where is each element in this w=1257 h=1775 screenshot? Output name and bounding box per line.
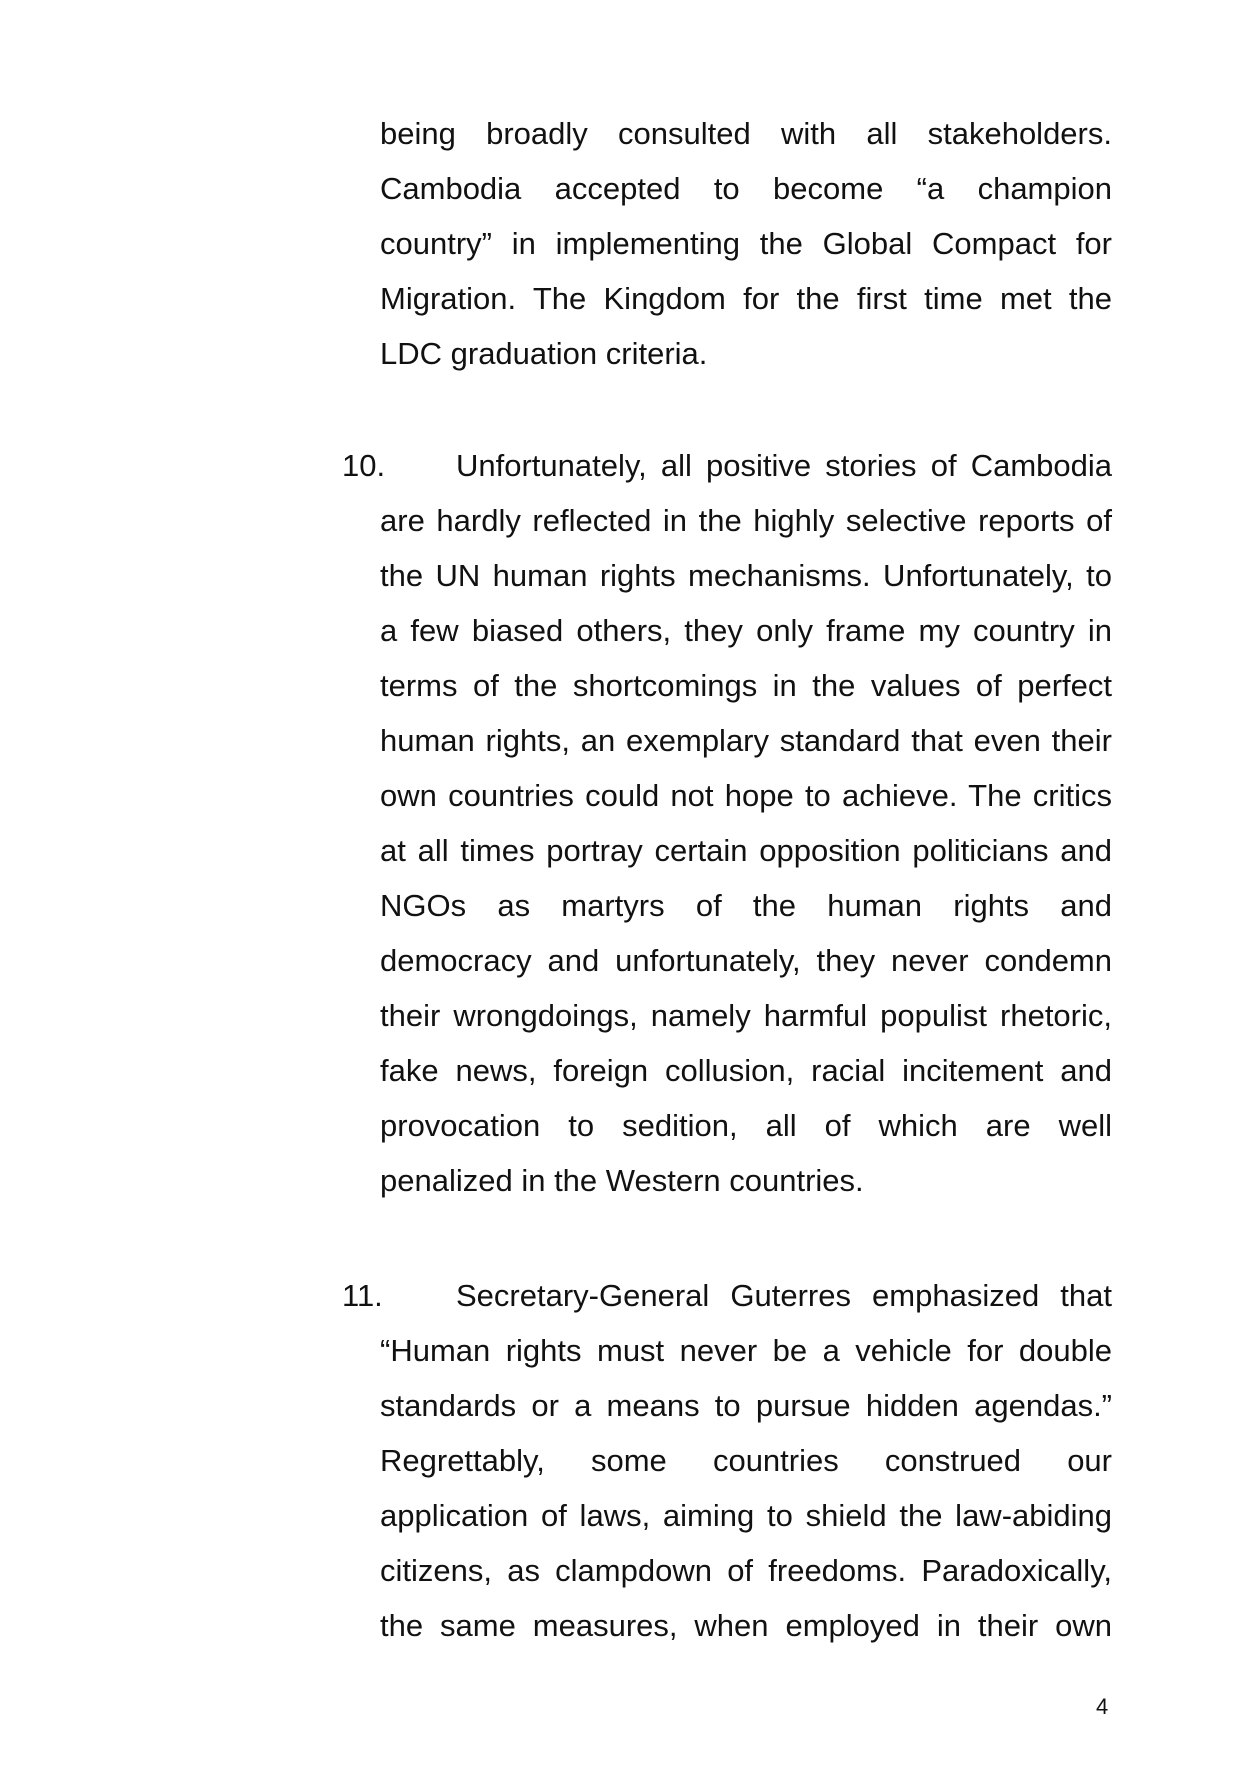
paragraph-number-11: 11. [342,1278,383,1313]
paragraph-line: being broadly consulted with all stakeholders. [380,116,1112,151]
paragraph-line: LDC graduation criteria. [380,336,708,371]
paragraph-10 [380,438,1112,1208]
paragraph-line: country” in implementing the Global Compact for [380,226,1112,261]
paragraph-line: fake news, foreign collusion, racial incitement and [380,1053,1112,1088]
paragraph-number-10: 10. [342,448,386,483]
paragraph-line: are hardly reflected in the highly selective reports of [380,503,1112,538]
paragraph-line: Cambodia accepted to become “a champion [380,171,1112,206]
paragraph-line: Secretary-General Guterres emphasized that [456,1278,1112,1313]
paragraph-line: citizens, as clampdown of freedoms. Paradoxically, [380,1553,1112,1588]
paragraph-line: democracy and unfortunately, they never condemn [380,943,1112,978]
paragraph-line: provocation to sedition, all of which are well [380,1108,1112,1143]
paragraph-line: their wrongdoings, namely harmful populist rhetoric, [380,998,1112,1033]
paragraph-line: at all times portray certain opposition politicians and [380,833,1112,868]
paragraph-line: Regrettably, some countries construed our [380,1443,1112,1478]
paragraph-line: a few biased others, they only frame my country in [380,613,1112,648]
paragraph-line: penalized in the Western countries. [380,1163,864,1198]
paragraph-line: the UN human rights mechanisms. Unfortunately, to [380,558,1112,593]
paragraph-line: NGOs as martyrs of the human rights and [380,888,1112,923]
paragraph-line: the same measures, when employed in their own [380,1608,1112,1643]
paragraph-line: application of laws, aiming to shield the law-abiding [380,1498,1112,1533]
paragraph-line: human rights, an exemplary standard that even their [380,723,1112,758]
paragraph-line: “Human rights must never be a vehicle for double [380,1333,1112,1368]
paragraph-line: Migration. The Kingdom for the first time met the [380,281,1112,316]
paragraph-continued [380,106,1112,381]
paragraph-line: terms of the shortcomings in the values of perfect [380,668,1112,703]
paragraph-line: Unfortunately, all positive stories of Cambodia [456,448,1112,483]
paragraph-11 [380,1268,1112,1653]
page-number: 4 [1096,1694,1109,1719]
paragraph-line: own countries could not hope to achieve. The critics [380,778,1112,813]
paragraph-line: standards or a means to pursue hidden agendas.” [380,1388,1112,1423]
